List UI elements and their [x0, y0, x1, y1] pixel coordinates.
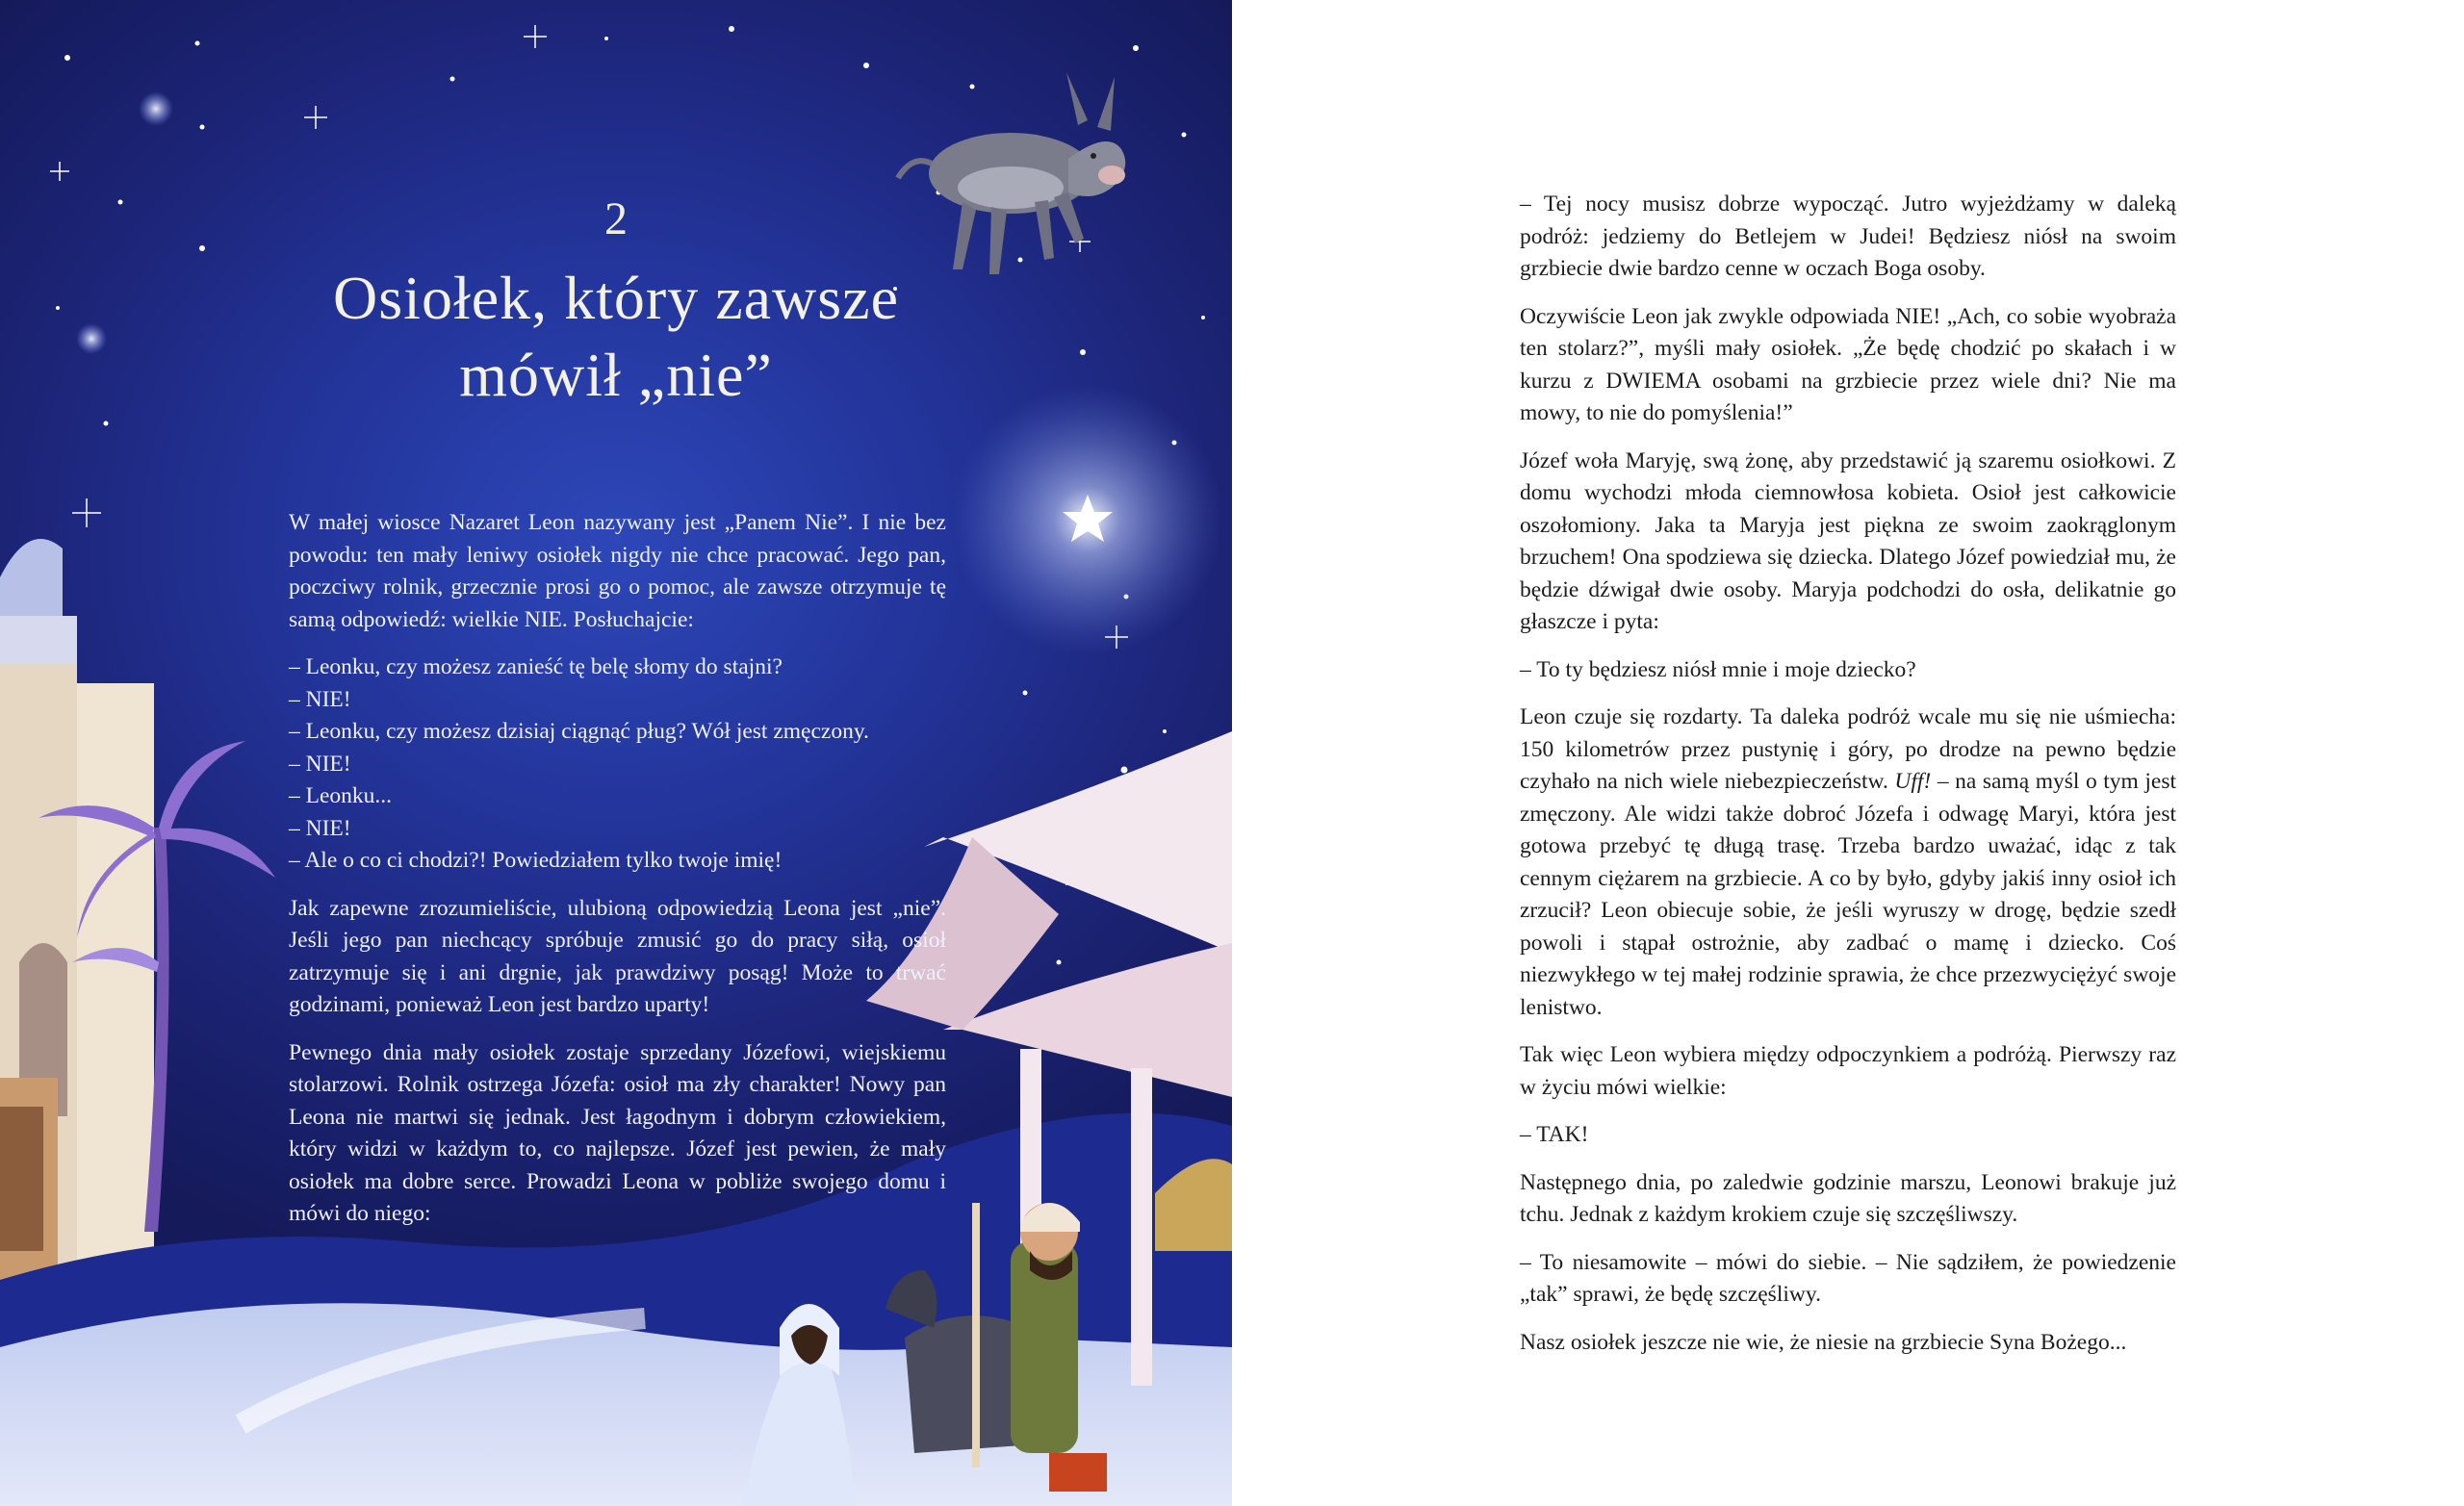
text-run: – na samą myśl o tym jest zmęczony. Ale widzi także dobroć Józefa i odwagę Maryi, która jest gotowa przebyć tę długą trasę. Trzeba bardzo uważać, idąc z tak cennym ciężarem na grzbiecie. A co by było, gdyby jakiś inny osioł ich zrzucił? Leon obiecuje sobie, że jeśli wyruszy w drogę, będzie szedł powoli i stąpał ostrożnie, aby zadbać o mamę i dziecko. Coś niezwykłego w tej małej rodzinie sprawia, że chce przezwyciężyć swoje lenistwo.	[1520, 769, 2176, 1020]
dialog-line: – NIE!	[289, 686, 351, 712]
paragraph: Następnego dnia, po zaledwie godzinie marszu, Leonowi brakuje już tchu. Jednak z każdym krokiem czuje się szczęśliwszy.	[1520, 1169, 2176, 1227]
chapter-title-line-2: mówił „nie”	[459, 341, 773, 409]
chapter-title-line-1: Osiołek, który zawsze	[333, 264, 899, 332]
dialog-line: – Leonku, czy możesz zanieść tę belę słomy do stajni?	[289, 654, 783, 679]
paragraph: Nasz osiołek jeszcze nie wie, że niesie na grzbiecie Syna Bożego...	[1520, 1329, 2127, 1355]
dialog-block	[289, 651, 946, 878]
right-page-text	[1520, 189, 2176, 1374]
dialog-line: – NIE!	[289, 751, 351, 777]
paragraph: Oczywiście Leon jak zwykle odpowiada NIE! „Ach, co sobie wyobraża ten stolarz?”, myśli mały osiołek. „Że będę chodzić po skałach i w kurzu z DWIEMA osobami na grzbiecie przez wiele dni? Nie ma mowy, to nie do pomyślenia!”	[1520, 303, 2176, 425]
paragraph: – To niesamowite – mówi do siebie. – Nie sądziłem, że powiedzenie „tak” sprawi, że będę szczęśliwy.	[1520, 1249, 2176, 1307]
text-run: Leon czuje się rozdarty. Ta daleka podróż wcale mu się nie uśmiecha: 150 kilometrów przez pustynię i góry, po drodze na pewno będzie czyhało na nich wiele niebezpieczeństw.	[1520, 704, 2176, 794]
dialog-line: – Ale o co ci chodzi?! Powiedziałem tylko twoje imię!	[289, 848, 783, 873]
paragraph: W małej wiosce Nazaret Leon nazywany jest „Panem Nie”. I nie bez powodu: ten mały leniwy osiołek nigdy nie chce pracować. Jego pan, poczciwy rolnik, grzecznie prosi go o pomoc, ale zawsze otrzymuje tę samą odpowiedź: wielkie NIE. Posłuchajcie:	[289, 510, 946, 632]
paragraph: – To ty będziesz niósł mnie i moje dziecko?	[1520, 656, 1916, 682]
paragraph: – Tej nocy musisz dobrze wypocząć. Jutro wyjeżdżamy w daleką podróż: jedziemy do Betlejem w Judei! Będziesz niósł na swoim grzbiecie dwie bardzo cenne w oczach Boga osoby.	[1520, 191, 2176, 281]
dialog-line: – Leonku, czy możesz dzisiaj ciągnąć pług? Wół jest zmęczony.	[289, 719, 869, 744]
italic-text: Uff!	[1894, 769, 1932, 794]
paragraph: Józef woła Maryję, swą żonę, aby przedstawić ją szaremu osiołkowi. Z domu wychodzi młoda ciemnowłosa kobieta. Osioł jest całkowicie oszołomiony. Jaka ta Maryja jest piękna ze swoim zaokrąglonym brzuchem! Ona spodziewa się dziecka. Dlatego Józef powiedział mu, że będzie dźwigał dwie osoby. Maryja podchodzi do osła, delikatnie go głaszcze i pyta:	[1520, 447, 2176, 634]
paragraph: Jak zapewne zrozumieliście, ulubioną odpowiedzią Leona jest „nie”. Jeśli jego pan niechcący spróbuje zmusić go do pracy siłą, osioł zatrzymuje się i ani drgnie, jak prawdziwy posąg! Może to trwać godzinami, ponieważ Leon jest bardzo uparty!	[289, 895, 946, 1017]
bright-star	[953, 385, 1222, 654]
dialog-line: – Leonku...	[289, 783, 393, 808]
chapter-number: 2	[604, 193, 628, 244]
right-page	[1232, 0, 2464, 1506]
left-page-text	[289, 507, 946, 1246]
dialog-line: – NIE!	[289, 815, 351, 841]
paragraph	[1520, 702, 2176, 1024]
paragraph: – TAK!	[1520, 1122, 1589, 1147]
chapter-title	[231, 260, 1001, 414]
paragraph: Pewnego dnia mały osiołek zostaje sprzedany Józefowi, wiejskiemu stolarzowi. Rolnik ostrzega Józefa: osioł ma zły charakter! Nowy pan Leona nie martwi się jednak. Jest łagodnym i dobrym człowiekiem, który widzi w każdym to, co najlepsze. Józef jest pewien, że mały osiołek ma dobre serce. Prowadzi Leona w pobliże swojego domu i mówi do niego:	[289, 1039, 946, 1226]
paragraph: Tak więc Leon wybiera między odpoczynkiem a podróżą. Pierwszy raz w życiu mówi wielkie:	[1520, 1042, 2176, 1100]
